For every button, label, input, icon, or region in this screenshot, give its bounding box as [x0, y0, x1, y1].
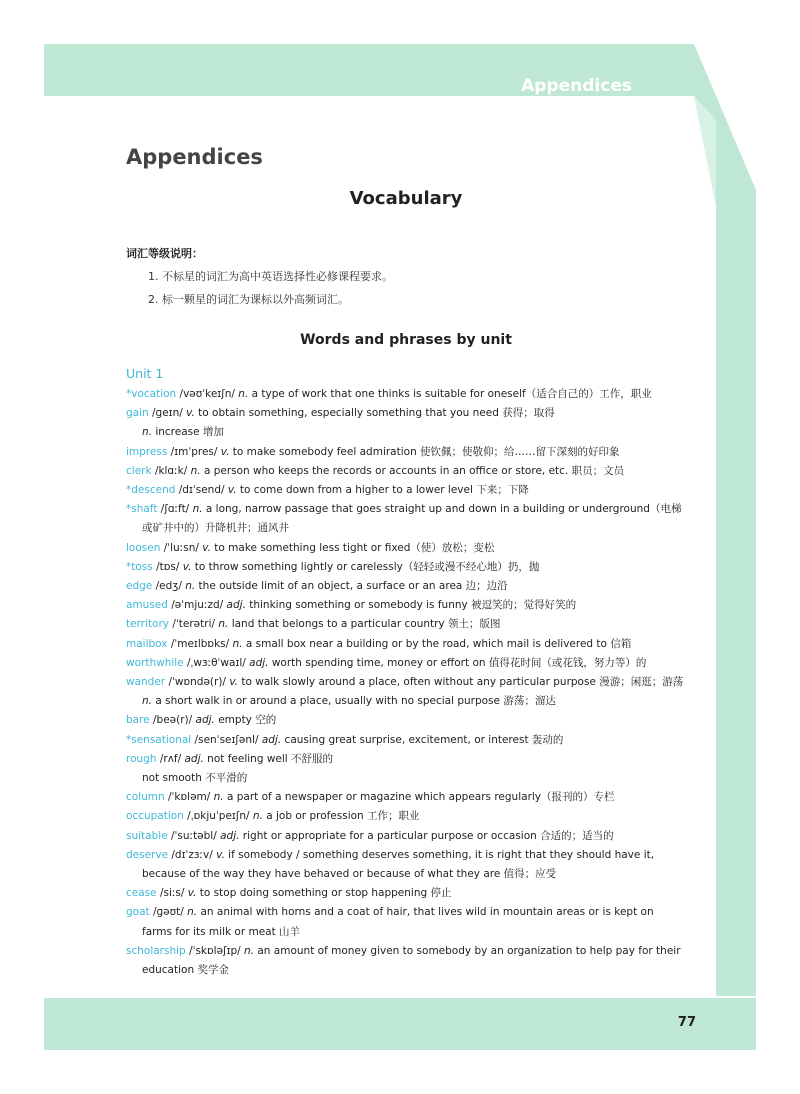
vocab-definition: a job or profession 工作；职业 [262, 810, 420, 823]
vocab-word: *sensational [126, 733, 192, 746]
vocab-entry [126, 443, 686, 462]
vocab-phonetic: /rʌf/ [156, 752, 185, 765]
vocab-phonetic: /vəʊˈkeɪʃn/ [176, 388, 239, 400]
vocab-entry [126, 673, 686, 692]
vocab-phonetic: /dɪˈsend/ [175, 484, 228, 497]
vocab-phonetic: /ˈluːsn/ [160, 541, 203, 554]
vocab-entry [126, 654, 686, 673]
vocab-part-of-speech: adj. [220, 829, 240, 842]
vocab-word: occupation [126, 810, 184, 823]
vocab-part-of-speech: n. [142, 695, 152, 708]
page-title: Appendices [126, 145, 263, 169]
vocab-phonetic: /ˈkɒləm/ [164, 791, 214, 804]
vocab-part-of-speech: n. [244, 944, 255, 957]
vocab-entry [126, 807, 686, 826]
vocab-phonetic: /ˈterətri/ [169, 618, 219, 631]
vocab-entry [126, 635, 686, 654]
vocab-phonetic: /senˈseɪʃənl/ [191, 733, 262, 746]
vocab-word: impress [126, 445, 168, 458]
vocab-entry [126, 788, 686, 807]
vocab-phonetic: /edʒ/ [152, 580, 186, 593]
vocab-part-of-speech: n. [252, 810, 263, 823]
vocab-part-of-speech: v. [229, 676, 239, 689]
vocab-phonetic: /tɒs/ [152, 560, 183, 573]
vocab-part-of-speech: v. [186, 407, 195, 420]
vocab-phonetic: /ˌɒkjuˈpeɪʃn/ [183, 810, 253, 823]
vocab-entry [126, 615, 686, 634]
vocab-entry [126, 462, 686, 481]
header-label: Appendices [521, 76, 632, 96]
vocab-part-of-speech: n. [187, 906, 198, 919]
vocab-definition: to make somebody feel admiration 使钦佩；使敬仰；给……留下深刻的好印象 [229, 445, 620, 458]
vocab-definition: to throw something lightly or carelessly（轻轻或漫不经心地）扔，抛 [191, 560, 540, 573]
vocab-phonetic: /klɑːk/ [151, 464, 191, 477]
vocab-entry [126, 711, 686, 730]
vocab-part-of-speech: v. [182, 560, 192, 573]
vocab-entry [126, 827, 686, 846]
vocab-definition: to obtain something, especially something that you need 获得；取得 [194, 407, 555, 420]
vocab-part-of-speech: adj. [261, 733, 282, 746]
vocab-word: territory [126, 618, 170, 631]
vocab-phonetic: /ˈskɒləʃɪp/ [185, 944, 245, 957]
vocab-word: clerk [126, 464, 152, 477]
section-heading: Words and phrases by unit [300, 332, 512, 348]
vocab-entry [126, 500, 686, 538]
vocab-phonetic: /ˌwɜːθˈwaɪl/ [183, 656, 250, 669]
vocab-entry [126, 385, 686, 404]
vocab-word: scholarship [126, 944, 186, 957]
vocab-definition: increase 增加 [152, 426, 224, 439]
vocab-phonetic: /ʃɑːft/ [157, 503, 193, 516]
vocab-entry [126, 596, 686, 615]
vocab-part-of-speech: n. [185, 580, 196, 593]
vocab-word: wander [126, 676, 166, 689]
vocab-part-of-speech: v. [202, 541, 211, 554]
vocab-phonetic: /ˈmeɪlbɒks/ [167, 637, 233, 650]
vocab-word: worthwhile [126, 656, 184, 669]
vocab-definition: causing great surprise, excitement, or interest 轰动的 [281, 733, 564, 746]
note-item: 1. 不标星的词汇为高中英语选择性必修课程要求。 [148, 270, 393, 283]
vocab-part-of-speech: n. [218, 618, 229, 631]
vocab-definition: land that belongs to a particular country 领土；版图 [228, 618, 501, 631]
vocab-definition: a person who keeps the records or accounts in an office or store, etc. 职员；文员 [200, 464, 625, 477]
vocab-definition: a small box near a building or by the road, which mail is delivered to 信箱 [242, 637, 632, 650]
vocab-definition: empty 空的 [214, 714, 277, 727]
vocab-part-of-speech: v. [187, 887, 197, 900]
vocab-part-of-speech: adj. [184, 752, 204, 765]
vocab-part-of-speech: v. [227, 484, 237, 497]
vocab-part-of-speech: n. [232, 637, 243, 650]
vocab-word: edge [126, 580, 153, 593]
vocab-definition: the outside limit of an object, a surface or an area 边；边沿 [195, 580, 508, 593]
vocab-word: goat [126, 906, 150, 919]
vocab-word: *shaft [126, 503, 158, 516]
vocab-entry [126, 903, 686, 941]
vocab-phonetic: /ˈsuːtəbl/ [167, 829, 221, 842]
vocab-entry [126, 481, 686, 500]
vocab-part-of-speech: n. [142, 426, 152, 439]
vocab-entry [126, 884, 686, 903]
vocab-sense [126, 692, 686, 711]
vocab-part-of-speech: adj. [195, 714, 215, 727]
vocab-definition: worth spending time, money or effort on 值得花时间（或花钱，努力等）的 [268, 656, 647, 669]
vocab-entry [126, 942, 686, 980]
vocab-word: loosen [126, 541, 161, 554]
vocab-phonetic: /ɪmˈpres/ [167, 445, 221, 458]
note-item: 2. 标一颗星的词汇为课标以外高频词汇。 [148, 293, 349, 306]
vocab-entry [126, 846, 686, 884]
vocab-sense [126, 769, 686, 788]
vocab-word: cease [126, 887, 157, 900]
vocab-phonetic: /ɡeɪn/ [148, 407, 187, 420]
vocab-definition: an amount of money given to somebody by an organization to help pay for their education 奖学金 [142, 944, 681, 977]
vocab-word: mailbox [126, 637, 168, 650]
vocab-word: amused [126, 599, 168, 612]
page-number: 77 [677, 1015, 696, 1030]
vocab-sense [126, 423, 686, 442]
vocab-entry [126, 539, 686, 558]
vocab-definition: if somebody / something deserves something, it is right that they should have it, because of the way they have behaved or because of what they are 值得；应受 [142, 848, 655, 881]
vocab-word: gain [126, 407, 149, 420]
vocab-definition: a type of work that one thinks is suitable for oneself（适合自己的）工作，职业 [248, 388, 652, 400]
vocab-word: bare [126, 714, 150, 727]
vocab-definition: a part of a newspaper or magazine which appears regularly（报刊的）专栏 [223, 791, 615, 804]
vocab-definition: to make something less tight or fixed（使）放松；变松 [210, 541, 495, 554]
vocab-definition: a long, narrow passage that goes straight up and down in a building or underground（电梯或矿井中的）升降机井；通风井 [142, 503, 682, 535]
vocab-entry [126, 731, 686, 750]
vocab-definition: thinking something or somebody is funny 被逗笑的；觉得好笑的 [245, 599, 577, 612]
vocab-entry [126, 558, 686, 577]
vocab-phonetic: /siːs/ [156, 887, 188, 900]
vocab-word: *descend [126, 484, 176, 497]
vocab-phonetic: /ɡəʊt/ [149, 906, 188, 919]
footer-band [44, 998, 756, 1050]
vocab-word: suitable [126, 829, 168, 842]
side-strip [716, 206, 756, 996]
vocab-word: deserve [126, 848, 169, 861]
unit-heading: Unit 1 [126, 366, 164, 381]
vocab-word: *vocation [126, 388, 177, 400]
notes-heading: 词汇等级说明： [126, 247, 203, 260]
vocab-part-of-speech: n. [238, 388, 249, 400]
vocab-definition: not feeling well 不舒服的 [203, 752, 334, 765]
vocab-definition: to walk slowly around a place, often without any particular purpose 漫游；闲逛；游荡 [238, 676, 684, 689]
vocab-part-of-speech: v. [216, 848, 225, 861]
vocab-part-of-speech: adj. [249, 656, 269, 669]
vocab-word: column [126, 791, 165, 804]
vocab-word: rough [126, 752, 157, 765]
vocab-part-of-speech: n. [213, 791, 224, 804]
vocab-part-of-speech: n. [192, 503, 203, 516]
vocab-definition: a short walk in or around a place, usually with no special purpose 游荡；溜达 [152, 695, 556, 708]
vocab-phonetic: /beə(r)/ [149, 714, 196, 727]
page-subtitle: Vocabulary [349, 188, 463, 209]
vocab-phonetic: /dɪˈzɜːv/ [168, 848, 217, 861]
vocab-definition: to come down from a higher to a lower level 下来；下降 [236, 484, 529, 497]
vocab-definition: to stop doing something or stop happening 停止 [196, 887, 452, 900]
vocab-definition: an animal with horns and a coat of hair, that lives wild in mountain areas or is kept on farms for its milk or meat 山羊 [142, 906, 654, 938]
vocab-definition: right or appropriate for a particular purpose or occasion 合适的；适当的 [239, 829, 614, 842]
vocab-part-of-speech: adj. [226, 599, 246, 612]
vocab-phonetic: /ˈwɒndə(r)/ [165, 676, 230, 689]
vocab-word: *toss [126, 560, 153, 573]
vocabulary-list [126, 385, 686, 980]
vocab-definition: not smooth 不平滑的 [142, 772, 248, 785]
vocab-part-of-speech: v. [220, 445, 230, 458]
vocab-entry [126, 577, 686, 596]
vocab-entry [126, 404, 686, 423]
vocab-entry [126, 750, 686, 769]
vocab-part-of-speech: n. [190, 464, 201, 477]
vocab-phonetic: /əˈmjuːzd/ [167, 599, 227, 612]
